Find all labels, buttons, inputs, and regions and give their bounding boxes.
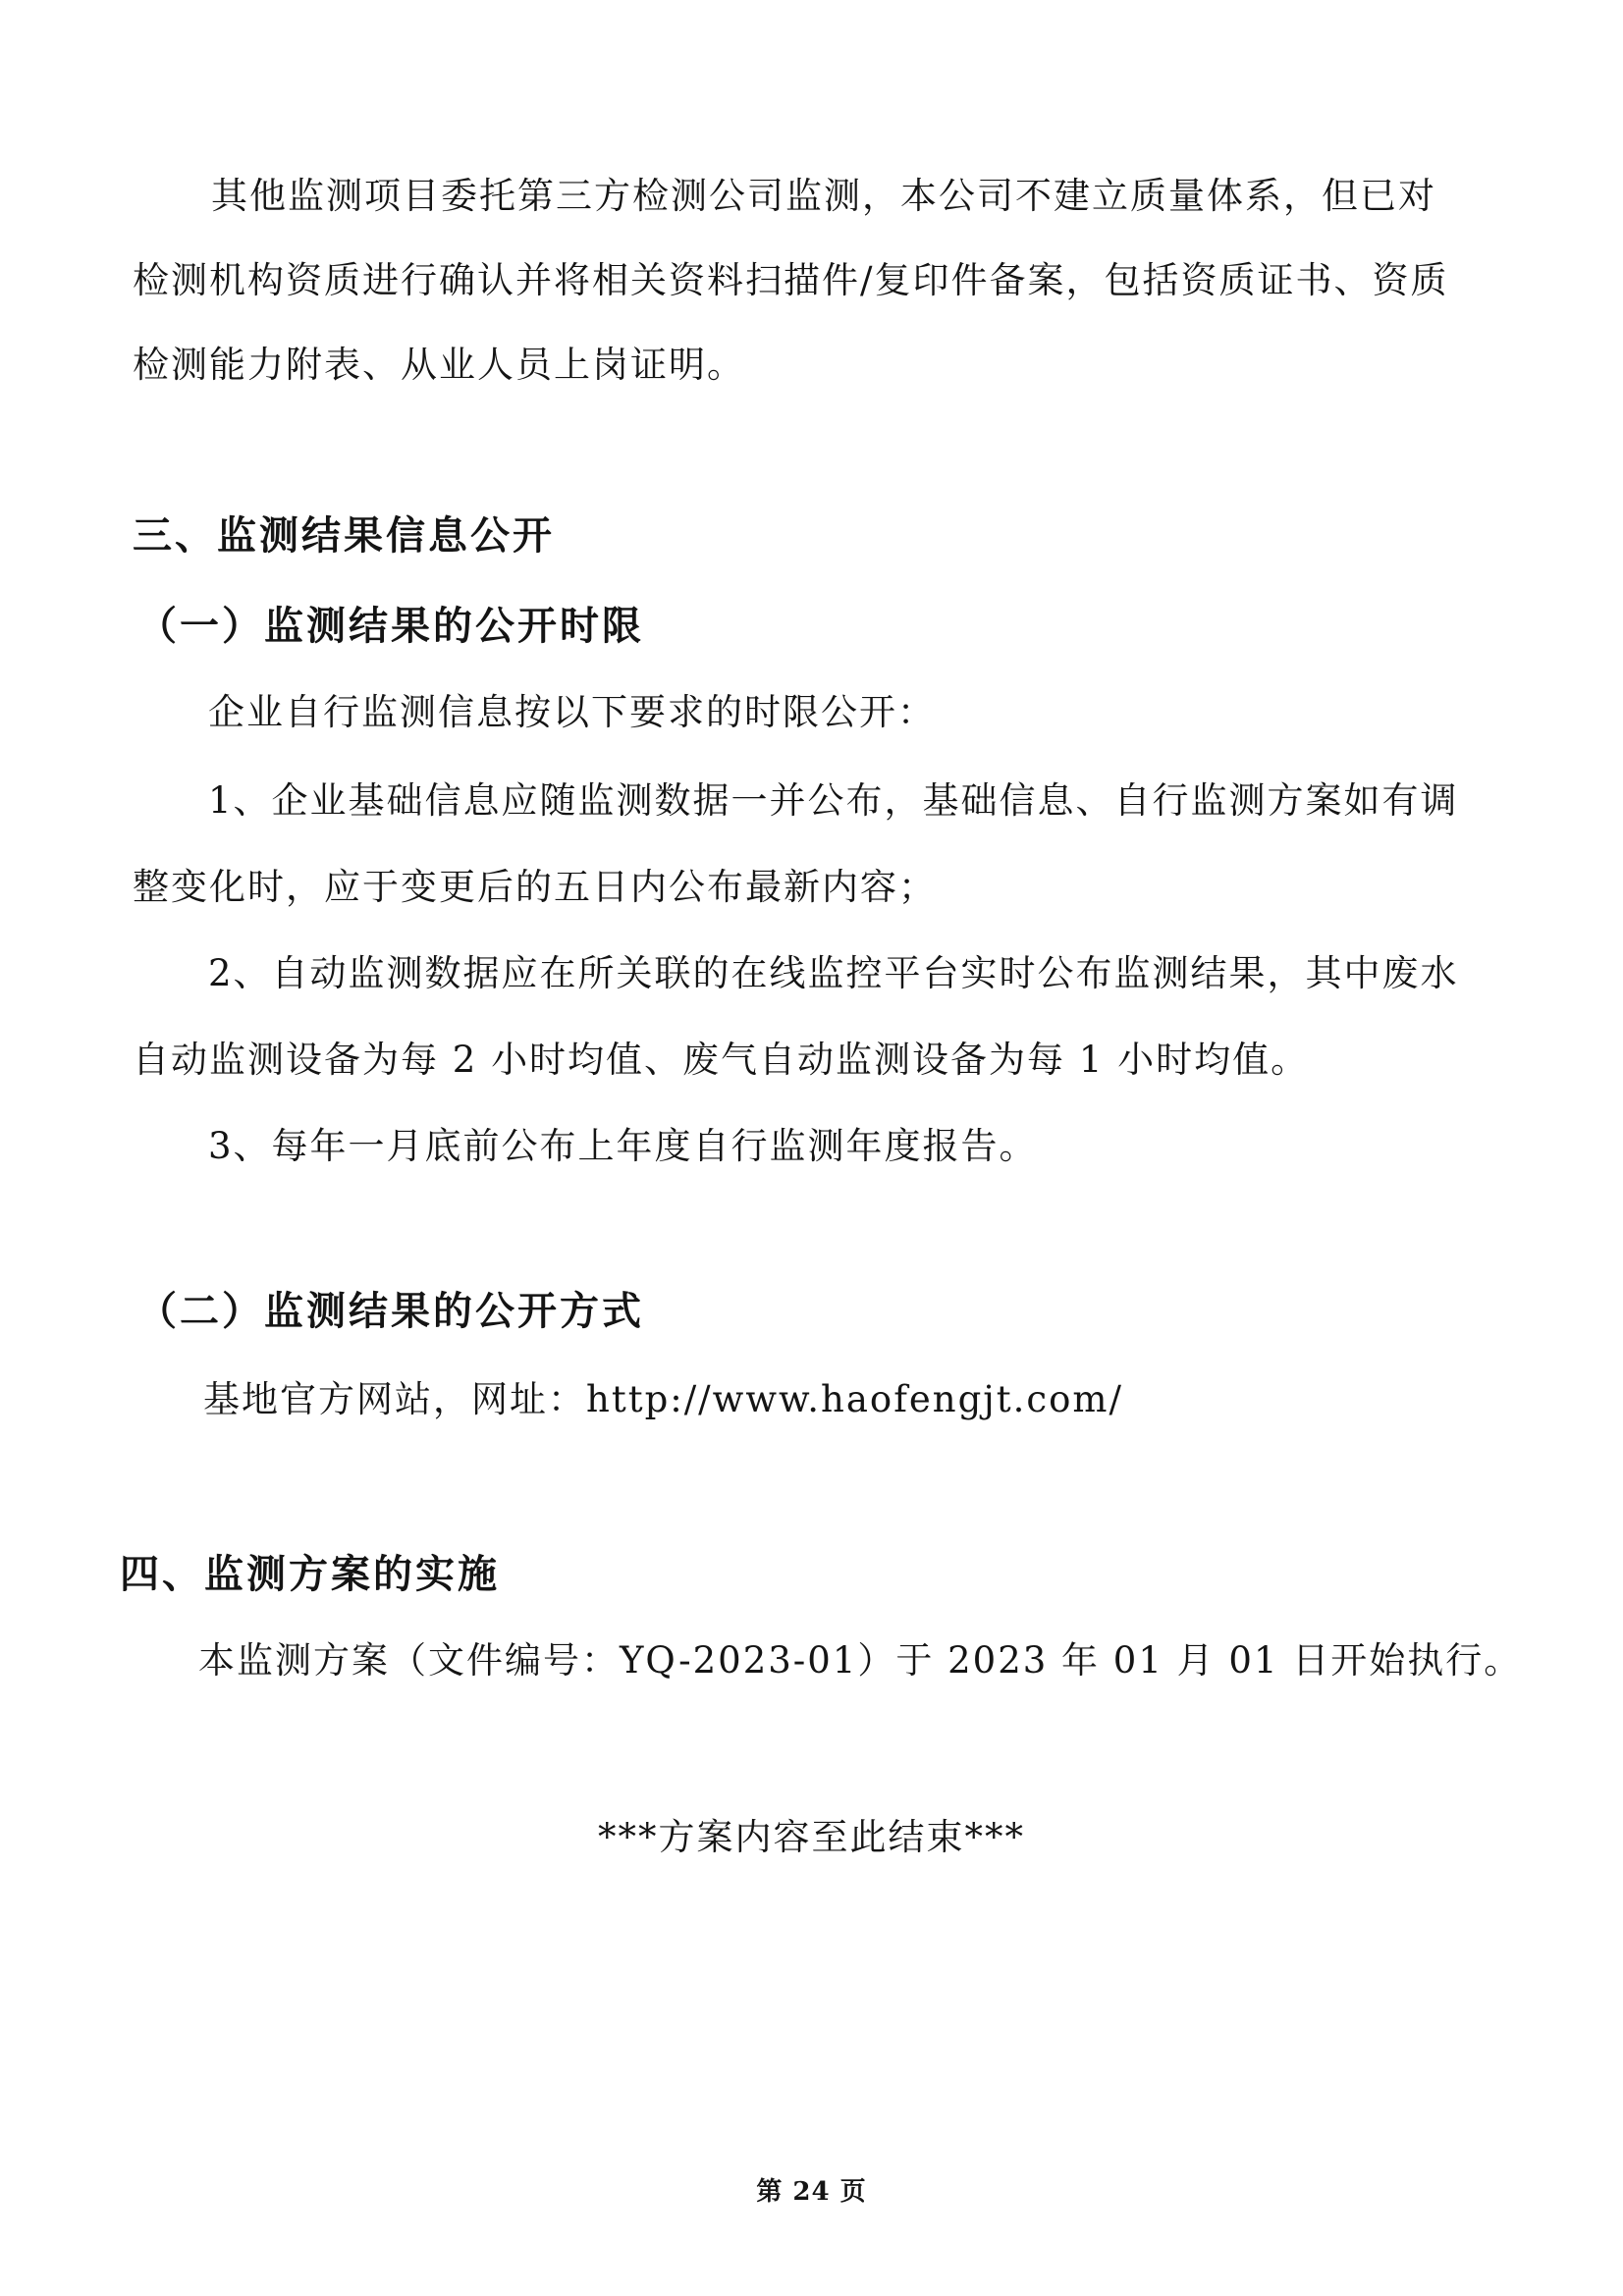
paragraph-line: 检测机构资质进行确认并将相关资料扫描件/复印件备案，包括资质证书、资质 — [133, 259, 1449, 301]
page-number: 第 24 页 — [756, 2177, 867, 2207]
website-line: 基地官方网站，网址：http://www.haofengjt.com/ — [203, 1378, 1123, 1420]
list-item-line: 整变化时，应于变更后的五日内公布最新内容； — [133, 866, 937, 908]
list-item-line: 3、每年一月底前公布上年度自行监测年度报告。 — [208, 1125, 1038, 1167]
subsection-heading: （二）监测结果的公开方式 — [137, 1289, 644, 1334]
paragraph-line: 企业自行监测信息按以下要求的时限公开： — [208, 691, 936, 733]
list-item-line: 自动监测设备为每 2 小时均值、废气自动监测设备为每 1 小时均值。 — [133, 1039, 1310, 1081]
list-item-line: 2、自动监测数据应在所关联的在线监控平台实时公布监测结果，其中废水 — [208, 952, 1459, 994]
section-heading: 四、监测方案的实施 — [120, 1552, 500, 1597]
list-item-line: 1、企业基础信息应随监测数据一并公布，基础信息、自行监测方案如有调 — [208, 779, 1459, 822]
paragraph-line: 检测能力附表、从业人员上岗证明。 — [133, 344, 745, 386]
section-heading: 三、监测结果信息公开 — [133, 513, 555, 559]
paragraph-line: 本监测方案（文件编号：YQ-2023-01）于 2023 年 01 月 01 日开始执行。 — [198, 1639, 1523, 1682]
end-note: ***方案内容至此结束*** — [598, 1816, 1025, 1858]
subsection-heading: （一）监测结果的公开时限 — [137, 604, 644, 649]
paragraph-line: 其他监测项目委托第三方检测公司监测，本公司不建立质量体系，但已对 — [211, 175, 1436, 217]
